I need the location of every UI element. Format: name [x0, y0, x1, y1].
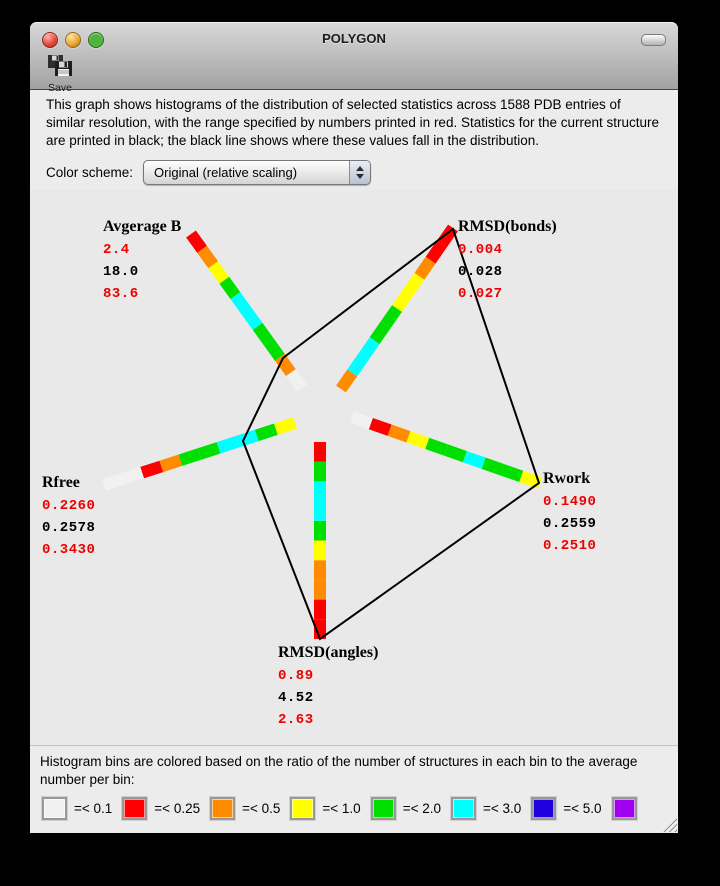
histogram-bin — [375, 325, 386, 341]
histogram-bin — [465, 457, 484, 464]
axis-min-value: 0.89 — [278, 668, 314, 684]
legend-swatch-purple — [612, 797, 637, 820]
histogram-bin — [484, 463, 503, 470]
legend-description: Histogram bins are colored based on the ratio of the number of structures in each bin to the average number per bin: — [40, 754, 638, 787]
legend-label: =< 2.0 — [402, 801, 441, 816]
axis-name: RMSD(bonds) — [458, 218, 557, 235]
histogram-bin — [257, 429, 276, 435]
histogram-bin — [180, 454, 199, 460]
legend-label: =< 1.0 — [322, 801, 361, 816]
legend-swatch-blue — [531, 797, 556, 820]
toolbar-toggle-button[interactable] — [641, 34, 666, 46]
color-scheme-select[interactable] — [143, 160, 371, 185]
axis-max-value: 0.3430 — [42, 542, 96, 558]
histogram-bin — [191, 234, 202, 249]
histogram-bin — [363, 341, 374, 357]
axis-current-value: 4.52 — [278, 690, 314, 706]
resize-grip[interactable] — [663, 818, 677, 832]
histogram-bin — [291, 373, 302, 388]
chevron-up-icon — [356, 166, 364, 171]
histogram-bin — [258, 326, 269, 341]
legend-swatch-yellow — [290, 797, 315, 820]
polygon-window — [30, 22, 678, 833]
legend-row — [42, 797, 668, 820]
intro-text: This graph shows histograms of the distribution of selected statistics across 1588 PDB entries of similar resolution, with the range specified by numbers printed in red. Statistics for the current structure are printed in black; the black line shows where these values fall in the distribution. — [46, 97, 660, 148]
legend-item — [531, 797, 601, 820]
histogram-bin — [352, 417, 371, 424]
save-floppy-icon — [47, 54, 74, 82]
footer-panel — [30, 745, 678, 833]
histogram-bin — [397, 292, 408, 308]
legend-label: =< 0.1 — [74, 801, 113, 816]
histogram-bin — [104, 479, 123, 485]
legend-label: =< 3.0 — [482, 801, 522, 816]
histogram-bin — [371, 424, 390, 431]
histogram-bin — [408, 276, 419, 292]
histogram-bin — [390, 430, 409, 437]
window-title: POLYGON — [322, 31, 386, 46]
polygon-plot-area — [30, 190, 678, 745]
histogram-bin — [202, 249, 213, 264]
axis-name: Rfree — [42, 474, 80, 491]
color-scheme-row — [46, 159, 371, 186]
axis-name: RMSD(angles) — [278, 644, 379, 661]
histogram-bin — [235, 296, 246, 311]
axis-label-rmsd-angles- — [278, 644, 378, 731]
legend-item — [122, 797, 200, 820]
save-button-label: Save — [48, 82, 72, 94]
color-scheme-label: Color scheme: — [46, 165, 134, 180]
axis-min-value: 0.1490 — [543, 494, 597, 510]
axis-label-avgerage-b — [103, 218, 181, 305]
dropdown-stepper-icon — [349, 161, 370, 184]
histogram-bin — [161, 460, 180, 466]
axis-name: Rwork — [543, 470, 591, 487]
axis-max-value: 83.6 — [103, 286, 139, 302]
histogram-bin — [142, 466, 161, 472]
histogram-bin — [123, 473, 142, 479]
legend-item — [210, 797, 280, 820]
save-button[interactable] — [40, 54, 80, 94]
legend-label: =< 5.0 — [563, 801, 602, 816]
titlebar[interactable] — [30, 22, 678, 55]
histogram-bin — [219, 442, 238, 448]
color-scheme-selected-value: Original (relative scaling) — [154, 165, 298, 180]
histogram-bin — [247, 311, 258, 326]
legend-item — [451, 797, 521, 820]
histogram-bin — [276, 423, 295, 429]
axis-current-value: 0.2578 — [42, 520, 96, 536]
histogram-bin — [224, 280, 235, 295]
axis-min-value: 0.004 — [458, 242, 503, 258]
axis-min-value: 2.4 — [103, 242, 130, 258]
histogram-bin — [408, 437, 427, 444]
legend-swatch-red — [122, 797, 147, 820]
axis-max-value: 0.027 — [458, 286, 503, 302]
axis-current-value: 0.2559 — [543, 516, 597, 532]
histogram-bin — [352, 357, 363, 373]
histogram-bin — [200, 448, 219, 454]
axis-min-value: 0.2260 — [42, 498, 96, 514]
legend-item — [290, 797, 360, 820]
axis-current-value: 0.028 — [458, 264, 503, 280]
window-header — [30, 22, 678, 94]
histogram-bin — [419, 260, 430, 276]
axis-label-rfree — [42, 474, 95, 561]
legend-swatch-orange — [210, 797, 235, 820]
legend-label: =< 0.25 — [154, 801, 201, 816]
histogram-bin — [386, 309, 397, 325]
histogram-bin — [431, 244, 442, 260]
axis-current-value: 18.0 — [103, 264, 139, 280]
histogram-bin — [269, 342, 280, 357]
histogram-bin — [502, 470, 521, 477]
histogram-bin — [446, 450, 465, 457]
histogram-bin — [213, 265, 224, 280]
axis-name: Avgerage B — [103, 218, 182, 235]
legend-swatch-green — [371, 797, 396, 820]
legend-item — [42, 797, 112, 820]
histogram-bin — [238, 435, 257, 441]
legend-label: =< 0.5 — [242, 801, 281, 816]
legend-item — [371, 797, 441, 820]
histogram-bin — [341, 373, 352, 389]
histogram-bin — [427, 443, 446, 450]
legend-swatch-cyan — [451, 797, 476, 820]
axis-label-rmsd-bonds- — [458, 218, 557, 305]
chevron-down-icon — [356, 174, 364, 179]
axis-label-rwork — [543, 470, 596, 557]
axis-max-value: 2.63 — [278, 712, 314, 728]
legend-item — [612, 797, 637, 820]
legend-swatch-white — [42, 797, 67, 820]
axis-max-value: 0.2510 — [543, 538, 597, 554]
